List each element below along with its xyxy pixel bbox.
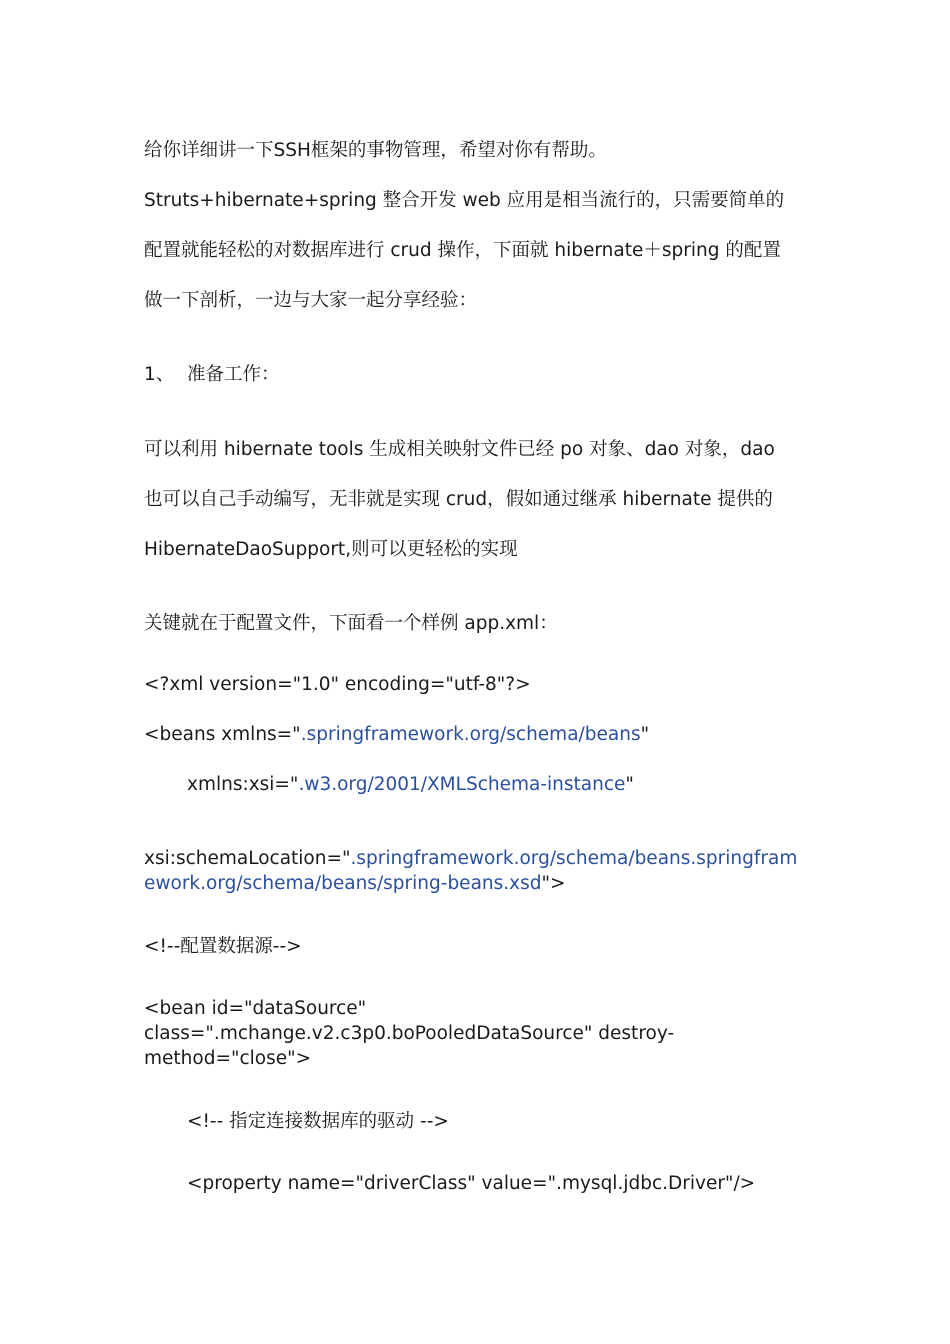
paragraph-1-line-2: 配置就能轻松的对数据库进行 crud 操作，下面就 hibernate＋spring 的配置	[144, 240, 781, 261]
paragraph-2-line-1: 可以利用 hibernate tools 生成相关映射文件已经 po 对象、dao 对象，dao	[144, 439, 775, 460]
code-xsi-suffix: "	[625, 774, 634, 795]
code-schema-prefix: xsi:schemaLocation="	[144, 848, 351, 869]
code-xml-declaration: <?xml version="1.0" encoding="utf-8"?>	[144, 674, 531, 695]
code-schema-location	[144, 846, 804, 896]
intro-text: 给你详细讲一下SSH框架的事物管理，希望对你有帮助。	[144, 140, 607, 161]
code-xsi-prefix: xmlns:xsi="	[187, 774, 299, 795]
section-1-number: 1、	[144, 364, 175, 385]
code-comment-datasource: <!--配置数据源-->	[144, 936, 302, 957]
code-xmlns-xsi	[187, 772, 634, 797]
code-property-driver: <property name="driverClass" value=".mysql.jdbc.Driver"/>	[187, 1173, 756, 1194]
paragraph-3: 关键就在于配置文件，下面看一个样例 app.xml：	[144, 613, 558, 634]
xmlschema-instance-link[interactable]: .w3.org/2001/XMLSchema-instance	[298, 774, 626, 795]
code-beans-prefix: <beans xmlns="	[144, 724, 301, 745]
paragraph-1-line-1: Struts+hibernate+spring 整合开发 web 应用是相当流行的，只需要简单的	[144, 190, 785, 211]
code-bean-datasource: <bean id="dataSource" class=".mchange.v2.c3p0.boPooledDataSource" destroy-method="close">	[144, 998, 675, 1069]
code-beans-open	[144, 722, 649, 747]
beans-schema-link[interactable]: .springframework.org/schema/beans	[300, 724, 641, 745]
code-schema-suffix: ">	[541, 873, 566, 894]
paragraph-2-line-2: 也可以自己手动编写，无非就是实现 crud，假如通过继承 hibernate 提供的	[144, 489, 773, 510]
paragraph-2-line-3: HibernateDaoSupport,则可以更轻松的实现	[144, 539, 518, 560]
paragraph-1-line-3: 做一下剖析，一边与大家一起分享经验：	[144, 290, 478, 311]
section-1-heading	[144, 362, 280, 387]
code-beans-suffix: "	[640, 724, 650, 745]
spring-beans-xsd-link[interactable]: .springframework.org/schema/beans.springframework.org/schema/beans/spring-beans.xsd	[144, 848, 798, 894]
section-1-title: 准备工作：	[187, 364, 280, 385]
code-comment-driver: <!-- 指定连接数据库的驱动 -->	[187, 1111, 449, 1132]
